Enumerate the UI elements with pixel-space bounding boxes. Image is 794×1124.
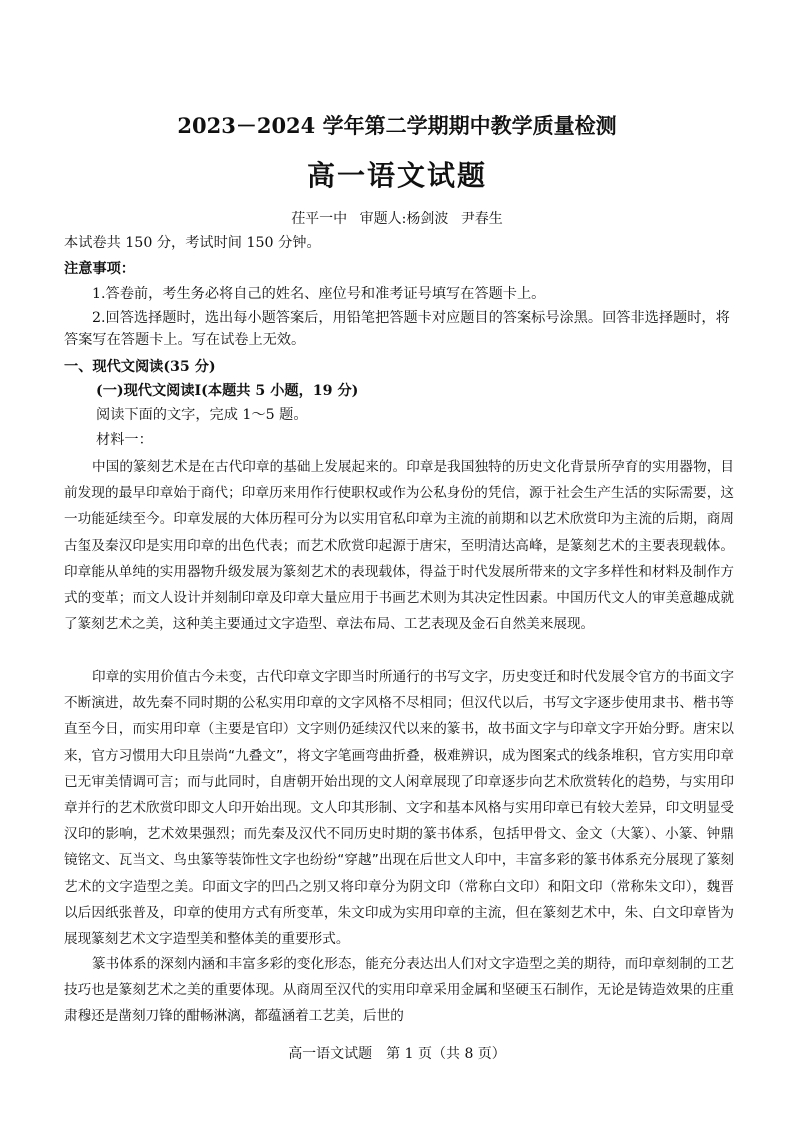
passage-paragraph-2: 印章的实用价值古今未变，古代印章文字即当时所通行的书写文字，历史变迁和时代发展令官方的书面文字不断演进，故先秦不同时期的公私实用印章的文字风格不尽相同；但汉代以后，书写文字逐步使用隶书、楷书等直至今日，而实用印章（主要是官印）文字则仍延续汉代以来的篆书，故书面文字与印章文字开始分野。唐宋以来，官方习惯用大印且崇尚“九叠文”，将文字笔画弯曲折叠，极难辨识，成为图案式的线条堆积，官方实用印章已无审美情调可言；而与此同时，自唐朝开始出现的文人闲章展现了印章逐步向艺术欣赏转化的趋势，与实用印章并行的艺术欣赏印即文人印开始出现。文人印其形制、文字和基本风格与实用印章已有较大差异，印文明显受汉印的影响，艺术效果强烈；而先秦及汉代不同历史时期的篆书体系，包括甲骨文、金文（大篆）、小篆、钟鼎镜铭文、瓦当文、鸟虫篆等装饰性文字也纷纷“穿越”出现在后世文人印中，丰富多彩的篆书体系充分展现了篆刻艺术的文字造型之美。印面文字的凹凸之别又将印章分为阴文印（常称白文印）和阳文印（常称朱文印），魏晋以后因纸张普及，印章的使用方式有所变革，朱文印成为实用印章的主流，但在篆刻艺术中，朱、白文印章皆为展现篆刻艺术文字造型美和整体美的重要形式。 xyxy=(64,669,734,948)
passage-paragraph-1: 中国的篆刻艺术是在古代印章的基础上发展起来的。印章是我国独特的历史文化背景所孕育的实用器物，目前发现的最早印章始于商代；印章历来用作行使职权或作为公私身份的凭信，源于社会生产生活的实际需要，这一功能延续至今。印章发展的大体历程可分为以实用官私印章为主流的前期和以艺术欣赏印为主流的后期，商周古玺及秦汉印是实用印章的出色代表；而艺术欣赏印起源于唐宋，至明清达高峰，是篆刻艺术的主要表现载体。印章能从单纯的实用器物升级发展为篆刻艺术的表现载体，得益于时代发展所带来的文字多样性和材料及制作方式的变革；而文人设计并刻制印章及印章大量应用于书画艺术则为其决定性因素。中国历代文人的审美意趣成就了篆刻艺术之美，这种美主要通过文字造型、章法布局、工艺表现及金石自然美来展现。 xyxy=(64,459,734,633)
subject-title: 高一语文试题 xyxy=(306,159,487,192)
exam-info: 本试卷共 150 分，考试时间 150 分钟。 xyxy=(64,235,321,251)
exam-title: 2023－2024 学年第二学期期中教学质量检测 xyxy=(177,113,617,138)
reviewer-second: 尹春生 xyxy=(460,211,503,227)
section-heading: 一、现代文阅读(35 分) xyxy=(64,359,216,375)
notice-item-2: 2.回答选择题时，选出每小题答案后，用铅笔把答题卡对应题目的答案标号涂黑。回答非选择题时，将答案写在答题卡上。写在试卷上无效。 xyxy=(64,310,730,348)
school-name: 茌平一中 xyxy=(291,211,348,227)
material-label: 材料一： xyxy=(96,432,153,448)
reviewer-names: 审题人:杨剑波 xyxy=(359,211,449,227)
notice-item-1: 1.答卷前，考生务必将自己的姓名、座位号和准考证号填写在答题卡上。 xyxy=(92,286,546,302)
section-subheading: (一)现代文阅读Ⅰ(本题共 5 小题，19 分) xyxy=(96,383,359,399)
reviewer-line xyxy=(0,208,794,230)
passage-paragraph-3: 篆书体系的深刻内涵和丰富多彩的变化形态，能充分表达出人们对文字造型之美的期待，而印章刻制的工艺技巧也是篆刻艺术之美的重要体现。从商周至汉代的实用印章采用金属和坚硬玉石制作，无论是铸造效果的庄重肃穆还是凿刻刀锋的酣畅淋漓，都蕴涵着工艺美，后世的 xyxy=(64,956,734,1025)
notice-heading: 注意事项： xyxy=(64,261,135,277)
reading-instruction: 阅读下面的文字，完成 1～5 题。 xyxy=(96,407,308,423)
page-footer: 高一语文试题 第 1 页（共 8 页） xyxy=(288,1046,506,1062)
